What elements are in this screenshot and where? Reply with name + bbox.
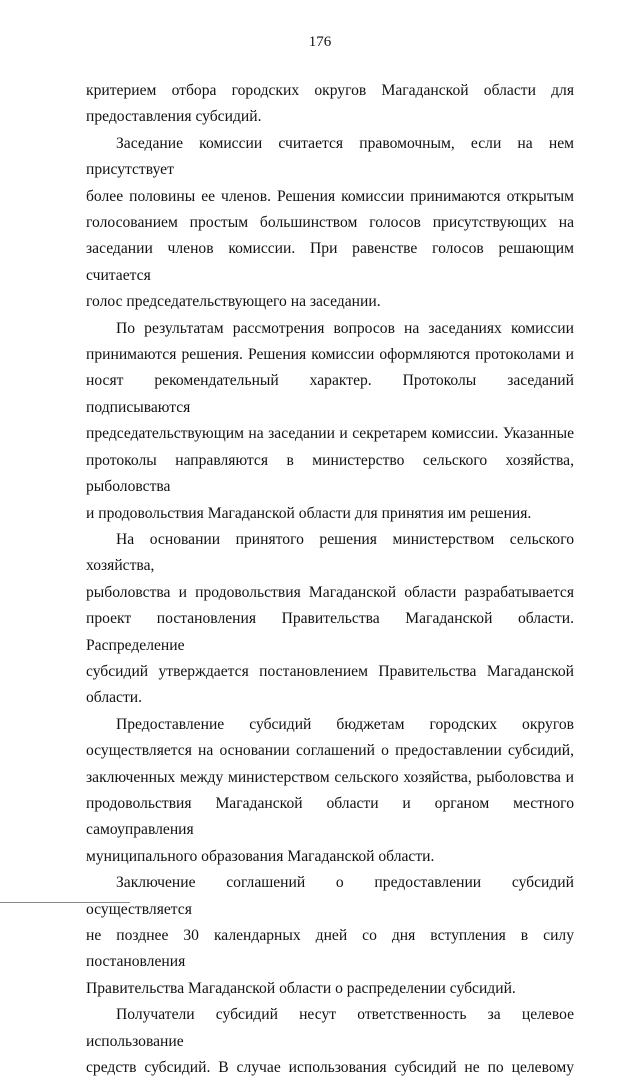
paragraph-line: носят рекомендательный характер. Протоколы заседаний подписываются: [86, 372, 574, 416]
paragraph-line: голос председательствующего на заседании.: [86, 293, 381, 311]
paragraph: [86, 870, 574, 1002]
page-number: 176: [308, 34, 332, 50]
paragraph-line: Правительства Магаданской области о распределении субсидий.: [86, 979, 516, 997]
paragraph: [86, 712, 574, 870]
paragraph-line: более половины ее членов. Решения комиссии принимаются открытым: [86, 187, 574, 205]
paragraph-line: рыболовства и продовольствия Магаданской области разрабатывается: [86, 583, 574, 601]
paragraph-line: не позднее 30 календарных дней со дня вступления в силу постановления: [86, 927, 574, 971]
document-body: [86, 78, 574, 1081]
paragraph-line: Заседание комиссии считается правомочным, если на нем присутствует: [86, 134, 574, 179]
paragraph-line: продовольствия Магаданской области и органом местного самоуправления: [86, 794, 574, 839]
paragraph-line: проект постановления Правительства Магаданской области. Распределение: [86, 610, 574, 654]
paragraph-line: Заключение соглашений о предоставлении субсидий осуществляется: [86, 874, 574, 918]
paragraph-line: На основании принятого решения министерством сельского хозяйства,: [86, 530, 574, 575]
paragraph-line: предоставления субсидий.: [86, 108, 262, 126]
paragraph: [86, 131, 574, 316]
paragraph-line: заседании членов комиссии. При равенстве голосов решающим считается: [86, 240, 574, 284]
paragraph: [86, 1002, 574, 1081]
paragraph-line: муниципального образования Магаданской области.: [86, 847, 435, 865]
paragraph-line: заключенных между министерством сельского хозяйства, рыболовства и: [86, 768, 574, 786]
paragraph: [86, 527, 574, 712]
paragraph-line: По результатам рассмотрения вопросов на заседаниях комиссии: [116, 319, 574, 337]
paragraph-line: Предоставление субсидий бюджетам городских округов: [116, 715, 574, 733]
paragraph-line: субсидий утверждается постановлением Правительства Магаданской: [86, 662, 574, 680]
paragraph: [86, 78, 574, 131]
paragraph-line: голосованием простым большинством голосов присутствующих на: [86, 214, 574, 232]
paragraph-line: председательствующим на заседании и секретарем комиссии. Указанные: [86, 425, 574, 443]
paragraph-line: области.: [86, 689, 143, 707]
paragraph-line: Получатели субсидий несут ответственность за целевое использование: [86, 1006, 574, 1050]
paragraph: [86, 316, 574, 527]
paragraph-line: и продовольствия Магаданской области для принятия им решения.: [86, 504, 532, 522]
paragraph-line: средств субсидий. В случае использования субсидий не по целевому: [86, 1059, 574, 1077]
paragraph-line: критерием отбора городских округов Магаданской области для: [86, 82, 574, 99]
footer-rule: [0, 902, 130, 903]
paragraph-line: осуществляется на основании соглашений о предоставлении субсидий,: [86, 742, 574, 760]
paragraph-line: протоколы направляются в министерство сельского хозяйства, рыболовства: [86, 451, 574, 496]
paragraph-line: принимаются решения. Решения комиссии оформляются протоколами и: [86, 346, 574, 364]
